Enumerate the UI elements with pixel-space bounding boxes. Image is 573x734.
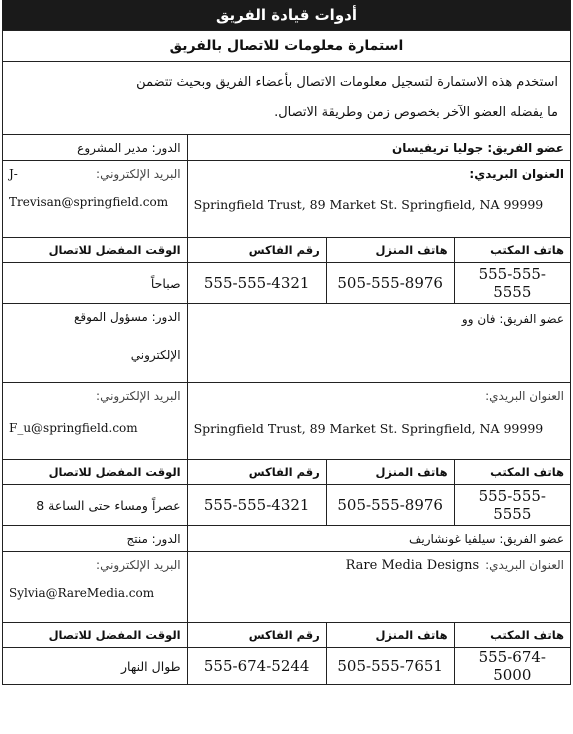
- contact-form-table: [2, 30, 571, 685]
- email-cell: [3, 552, 188, 623]
- email-cell: [3, 383, 188, 460]
- address-cell: [187, 552, 570, 623]
- header-fax: رقم الفاكس: [187, 623, 326, 648]
- header-home-phone: هاتف المنزل: [326, 623, 454, 648]
- member-role-line-1: الدور: مسؤول الموقع: [73, 310, 181, 324]
- fax-value: 555-555-4321: [187, 263, 326, 304]
- email-value: Trevisan@springfield.com: [9, 195, 169, 209]
- office-phone-value: 555-674-5000: [454, 648, 570, 685]
- header-office-phone: هاتف المكتب: [454, 623, 570, 648]
- header-office-phone: هاتف المكتب: [454, 238, 570, 263]
- member-role: الدور: مدير المشروع: [3, 135, 188, 161]
- form-intro: [3, 62, 571, 135]
- preferred-time-value: طوال النهار: [3, 648, 188, 685]
- header-home-phone: هاتف المنزل: [326, 238, 454, 263]
- intro-line-1: استخدم هذه الاستمارة لتسجيل معلومات الاتصال بأعضاء الفريق وبحيث تتضمن: [136, 75, 558, 90]
- preferred-time-value: صباحاً: [3, 263, 188, 304]
- contact-form-page: [2, 0, 571, 685]
- address-value: Springfield Trust, 89 Market St. Springfield, NA 99999: [193, 197, 544, 212]
- banner-title: أدوات قيادة الفريق: [2, 0, 571, 30]
- address-cell: [187, 161, 570, 238]
- header-preferred-time: الوقت المفضل للاتصال: [3, 623, 188, 648]
- address-label: العنوان البريدي:: [485, 558, 564, 572]
- header-preferred-time: الوقت المفضل للاتصال: [3, 238, 188, 263]
- address-label: العنوان البريدي:: [485, 389, 564, 403]
- header-fax: رقم الفاكس: [187, 238, 326, 263]
- email-label: البريد الإلكتروني:: [96, 167, 181, 181]
- office-phone-value: 555-555-5555: [454, 263, 570, 304]
- fax-value: 555-674-5244: [187, 648, 326, 685]
- preferred-time-value: عصراً ومساء حتى الساعة 8: [3, 485, 188, 526]
- header-preferred-time: الوقت المفضل للاتصال: [3, 460, 188, 485]
- email-value-part1: J-: [9, 167, 18, 181]
- fax-value: 555-555-4321: [187, 485, 326, 526]
- header-home-phone: هاتف المنزل: [326, 460, 454, 485]
- member-name: عضو الفريق: جوليا تريفيسان: [187, 135, 570, 161]
- intro-line-2: ما يفضله العضو الآخر بخصوص زمن وطريقة الاتصال.: [274, 105, 558, 120]
- member-role: الدور: منتج: [3, 526, 188, 552]
- email-value: Sylvia@RareMedia.com: [9, 586, 155, 600]
- email-cell: [3, 161, 188, 238]
- header-office-phone: هاتف المكتب: [454, 460, 570, 485]
- email-label: البريد الإلكتروني:: [96, 558, 181, 572]
- member-role-line-2: الإلكتروني: [130, 348, 181, 362]
- address-cell: [187, 383, 570, 460]
- home-phone-value: 505-555-8976: [326, 263, 454, 304]
- member-role: [3, 304, 188, 383]
- header-fax: رقم الفاكس: [187, 460, 326, 485]
- home-phone-value: 505-555-8976: [326, 485, 454, 526]
- form-title: استمارة معلومات للاتصال بالفريق: [3, 31, 571, 62]
- address-label: العنوان البريدي:: [469, 167, 564, 181]
- member-name: عضو الفريق: فان وو: [187, 304, 570, 383]
- address-value: Rare Media Designs: [345, 558, 480, 573]
- email-value: F_u@springfield.com: [9, 421, 138, 435]
- member-name: عضو الفريق: سيلفيا غونشاريف: [187, 526, 570, 552]
- home-phone-value: 505-555-7651: [326, 648, 454, 685]
- office-phone-value: 555-555-5555: [454, 485, 570, 526]
- address-value: Springfield Trust, 89 Market St. Springfield, NA 99999: [193, 421, 544, 436]
- email-label: البريد الإلكتروني:: [96, 389, 181, 403]
